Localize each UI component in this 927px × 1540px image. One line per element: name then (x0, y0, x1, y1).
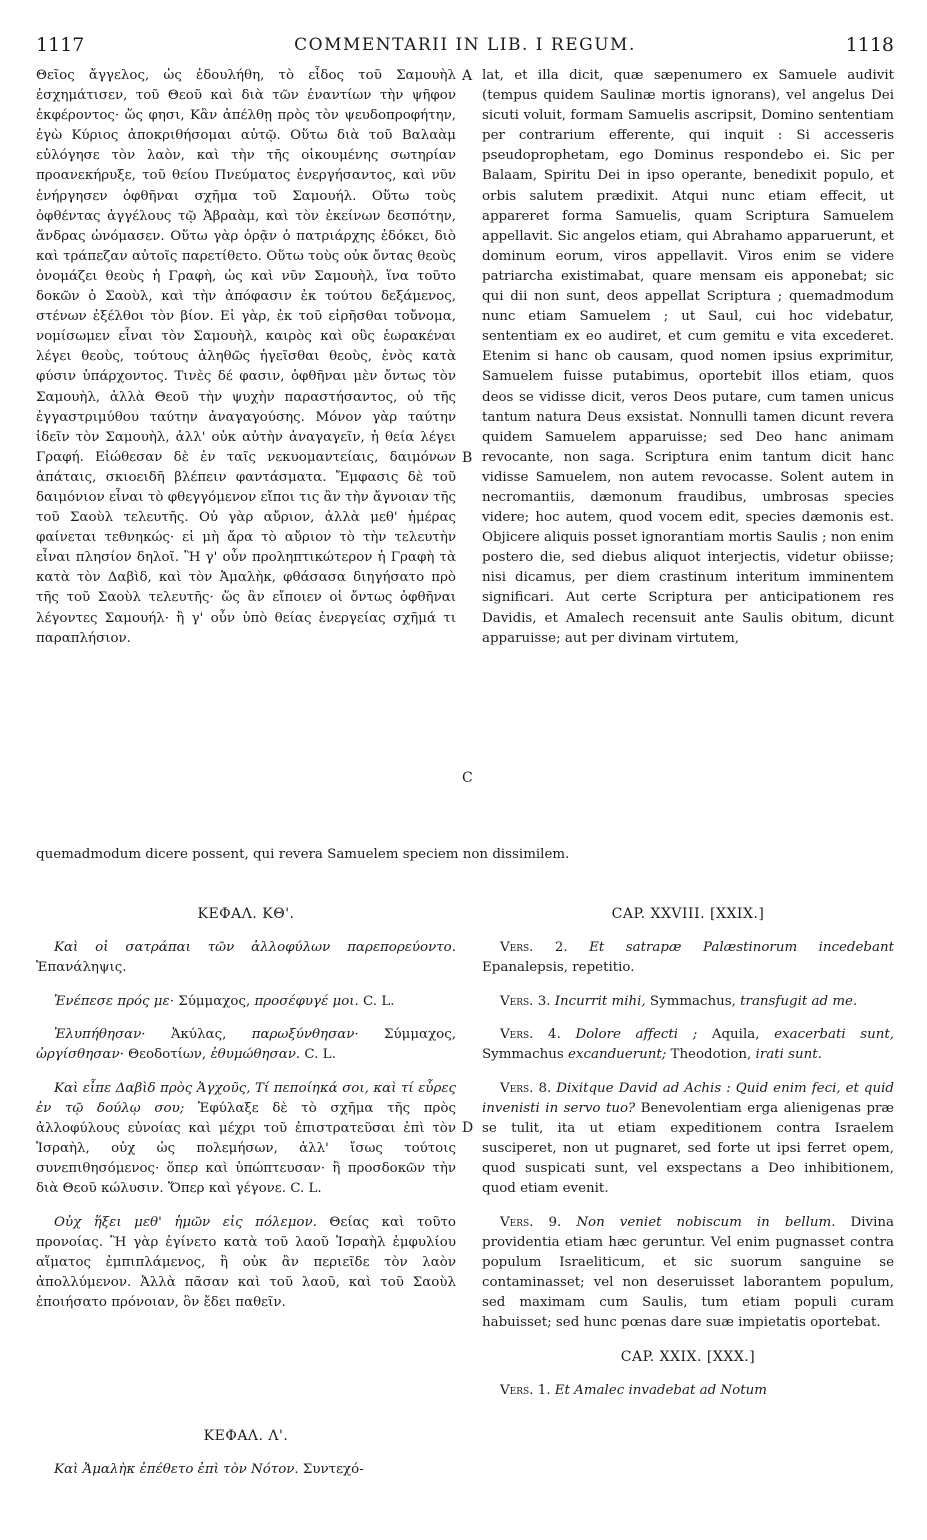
latin-entry-v3: Vers. 3. Incurrit mihi, Symmachus, transfugit ad me. (500, 993, 858, 1009)
latin-entry-v2: Vers. 2. Et satrapæ Palæstinorum incedebant Epanalepsis, repetitio. (482, 940, 894, 976)
greek-chapter-30 (36, 1412, 456, 1494)
greek-entry-4: Καὶ εἶπε Δαβὶδ πρὸς Ἀγχοῦς, Τί πεποίηκά σοι, καὶ τί εὗρες ἐν τῷ δούλῳ σου; Ἐφύλαξε δὲ τὸ σχῆμα τῆς πρὸς ἀλλοφύλους εὐνοίας καὶ μέχρι τοῦ ἐπιστρατεῦσαι ἐπὶ τὸν Ἰσραὴλ, οὐχ ὡς πολεμήσων, ἀλλ' ἴσως τούτοις συνεπιθησόμενος· ὅπερ καὶ ὑπώπτευσαν· ἢ προσδοκῶν τὴν διὰ Θεοῦ κώλυσιν. Ὅπερ καὶ γέγονε. C. L. (36, 1080, 456, 1197)
full-width-line: quemadmodum dicere possent, qui revera Samuelem speciem non dissimilem. (36, 847, 570, 862)
greek-entry-6: Καὶ Ἀμαλὴκ ἐπέθετο ἐπὶ τὸν Νότον. Συντεχό- (54, 1462, 364, 1478)
margin-marker-a: A (462, 68, 473, 84)
greek-commentary: Θεῖος ἄγγελος, ὡς ἐδουλήθη, τὸ εἶδος τοῦ Σαμουὴλ ἐσχημάτισεν, τοῦ Θεοῦ καὶ διὰ τῶν ἐναντίων τὴν ψῆφον ἐκφέροντος· ὥς φησι, Κἂν ἀπέλθῃ πρὸς τὸν ψευδοπροφήτην, ἐγὼ Κύριος ἀποκριθήσομαι αὐτῷ. Οὕτω διὰ τοῦ Βαλαὰμ εὐλόγησε τὸν λαὸν, καὶ τὴν τῆς οἰκουμένης σωτηρίαν προανεκήρυξε, τοῦ θείου Πνεύματος ἐνεργήσαντος, καὶ νῦν ἐνήργησεν ὀφθῆναι σχῆμα τοῦ Σαμουήλ. Οὕτω τοὺς ὀφθέντας ἀγγέλους τῷ Ἀβραὰμ, καὶ τὸν ἐκείνων δεσπότην, ἄνδρας ὠνόμασεν. Οὕτω γὰρ ὁρᾷν ὁ πατριάρχης ἐδόκει, διὸ καὶ τράπεζαν αὐτοῖς παρετίθετο. Οὕτω τοὺς οὐκ ὄντας θεοὺς ὀνομάζει θεοὺς ἡ Γραφὴ, ὡς καὶ νῦν Σαμουὴλ, ἵνα τοῦτο δοκῶν ὁ Σαοὺλ, καὶ τὴν ἀπόφασιν ἐκ τούτου δεξάμενος, στένων ἐξέλθοι τὸν βίον. Εἰ γὰρ, ἐκ τοῦ εἰρῆσθαι τοὔνομα, νομίσωμεν εἶναι τὸν Σαμουὴλ, καιρὸς καὶ οὓς ἑωρακέναι λέγει θεοὺς, τούτους ἀληθῶς ἡγεῖσθαι θεοὺς, ἑνὸς κατὰ φύσιν ὑπάρχοντος. Τινὲς δέ φασιν, ὀφθῆναι μὲν ὄντως τὸν Σαμουὴλ, ἀλλὰ Θεοῦ τὴν ψυχὴν παραστήσαντος, οὐ τῆς ἐγγαστριμύθου ταύτην ἀναγαγούσης. Μόνον γὰρ ταύτην ἰδεῖν τὸν Σαμουὴλ, ἀλλ' οὐκ αὐτὴν ἀναγαγεῖν, ἡ θεία λέγει Γραφή. Εἰώθεσαν δὲ ἐν ταῖς νεκυομαντείαις, δαιμόνων ἀπάταις, σκιοειδῆ βλέπειν φαντάσματα. Ἔμφασις δὲ τοῦ δαιμόνιον εἶναι τὸ φθεγγόμενον εἴποι τις ἂν τὴν ἄγνοιαν τῆς τοῦ Σαοὺλ τελευτῆς. Οὐ γὰρ αὔριον, ἀλλὰ μεθ' ἡμέρας φαίνεται τεθνηκώς· εἰ μὴ ἄρα τὸ αὔριον τὸ τὴν τελευτὴν εἶναι πλησίον δηλοῖ. Ἢ γ' οὖν προληπτικώτερον ἡ Γραφὴ τὰ κατὰ τὸν Δαβὶδ, καὶ τὸν Ἀμαλὴκ, φθάσασα διηγήσατο πρὸ τῆς τοῦ Σαοὺλ τελευτῆς· ὥς ἂν εἴποιεν οἱ ὄντως ὀφθῆναι λέγοντες Σαμουήλ· ἢ γ' οὖν ὑπὸ θείας ἐνεργείας σχῆμά τι παραπλήσιον. (36, 68, 456, 646)
latin-entry-v4: Vers. 4. Dolore affecti ; Aquila, exacerbati sunt, Symmachus excanduerunt; Theodotion, irati sunt. (482, 1027, 894, 1063)
latin-column-top (482, 66, 894, 649)
latin-commentary: lat, et illa dicit, quæ sæpenumero ex Samuele audivit (tempus quidem Saulinæ mortis ignorans), vel angelus Dei sicuti voluit, formam Samuelis ascripsit, Domino sententiam per contrarium efferente, qui inquit : Si accesseris pseudoprophetam, ego Dominus respondebo ei. Sic per Balaam, Spiritu Dei in ipso operante, benedixit populo, et orbis salutem prædixit. Atqui nunc etiam effecit, ut appareret forma Samuelis, quam Scriptura Samuelem appellavit. Sic angelos etiam, qui Abrahamo apparuerunt, et dominum eorum, viros appellavit. Viros enim se videre patriarcha existimabat, quare mensam eis apponebat; sic qui dii non sunt, deos appellat Scriptura ; quemadmodum nunc etiam Samuelem ; ut Saul, cui hoc videbatur, sententiam ex eo audiret, et cum gemitu e vita excederet. Etenim si hanc ob causam, quod nomen ipsius exprimitur, Samuelem fuisse putabimus, oportebit illos etiam, quos deos se vidisse dicit, veros Deos putare, cum tamen unicus tantum natura Deus exsistat. Nonnulli tamen dicunt revera quidem Samuelem apparuisse; sed Deo hanc animam revocante, non saga. Scriptura enim tantum dicit hanc vidisse Samuelem, non autem revocasse. Solent autem in necromantiis, dæmonum fraudibus, umbrosas species videre; hoc autem, quod vocem edit, species dæmonis est. Objicere aliquis posset ignorantiam mortis Saulis ; non enim postero die, sed diebus aliquot interjectis, videtur obiisse; nisi dicamus, per diem crastinum interitum imminentem significari. Aut certe Scriptura per anticipationem res Davidis, et Amalech recensuit ante Saulis obitum, dicunt apparuisse; aut per divinam virtutem, (482, 68, 894, 646)
page-number-right: 1118 (845, 34, 894, 56)
latin-chapter-29-heading: CAP. XXIX. [XXX.] (620, 1349, 756, 1366)
margin-marker-c: C (462, 770, 473, 786)
page-header (36, 34, 894, 60)
page-number-left: 1117 (36, 34, 85, 56)
margin-marker-b: B (462, 450, 473, 466)
latin-entry-v8: Vers. 8. Dixitque David ad Achis : Quid enim feci, et quid invenisti in servo tuo? Benevolentiam erga alienigenas præ se tulit, ita ut etiam expeditionem contra Israelem susciperet, non ut pugnaret, sed forte ut ipsi ferret opem, quod suspicati sunt, vel exspectans a Deo inhibitionem, quod etiam evenit. (482, 1080, 894, 1197)
greek-chapter-29 (36, 890, 456, 1327)
greek-entry-5: Οὐχ ἥξει μεθ' ἡμῶν εἰς πόλεμον. Θείας καὶ τοῦτο προνοίας. Ἢ γὰρ ἐγίνετο κατὰ τοῦ λαοῦ Ἰσραὴλ ἐμφυλίου αἵματος ἐμπιπλάμενος, ἢ οὐκ ἂν περιεῖδε τὸν λαὸν ἀπολλύμενον. Ἀλλὰ πᾶσαν καὶ τοῦ λαοῦ, καὶ τοῦ Σαοὺλ ἐποιήσατο πρόνοιαν, ὃν ἔδει παθεῖν. (36, 1214, 456, 1311)
greek-chapter-heading: ΚΕΦΑΛ. ΚΘ'. (197, 906, 295, 922)
greek-entry-3: Ἐλυπήθησαν· Ἀκύλας, παρωξύνθησαν· Σύμμαχος, ὠργίσθησαν· Θεοδοτίων, ἐθυμώθησαν. C. L. (36, 1027, 456, 1063)
greek-entry-2: Ἐνέπεσε πρός με· Σύμμαχος, προσέφυγέ μοι. C. L. (54, 993, 395, 1009)
latin-chapter-heading: CAP. XXVIII. [XXIX.] (611, 906, 765, 922)
greek-chapter-30-heading: ΚΕΦΑΛ. Λ'. (203, 1428, 289, 1444)
margin-marker-d: D (462, 1120, 474, 1136)
running-title: COMMENTARII IN LIB. I REGUM. (294, 35, 636, 55)
latin-entry-v9: Vers. 9. Non veniet nobiscum in bellum. Divina providentia etiam hæc geruntur. Vel enim pugnasset contra populum Israeliticum, et sic suorum sanguine se contaminasset; vel non deseruisset laborantem populum, sed maximam cum Saulis, tum etiam populi curam habuisset; sed hunc pœnas dare suæ impietatis oportebat. (482, 1214, 895, 1331)
latin-entry-v1: Vers. 1. Et Amalec invadebat ad Notum (500, 1383, 767, 1399)
greek-column-top (36, 66, 456, 649)
latin-chapter-28 (482, 890, 894, 1415)
greek-entry-1: Καὶ οἱ σατράπαι τῶν ἀλλοφύλων παρεπορεύοντο. Ἐπανάληψις. (36, 940, 456, 976)
